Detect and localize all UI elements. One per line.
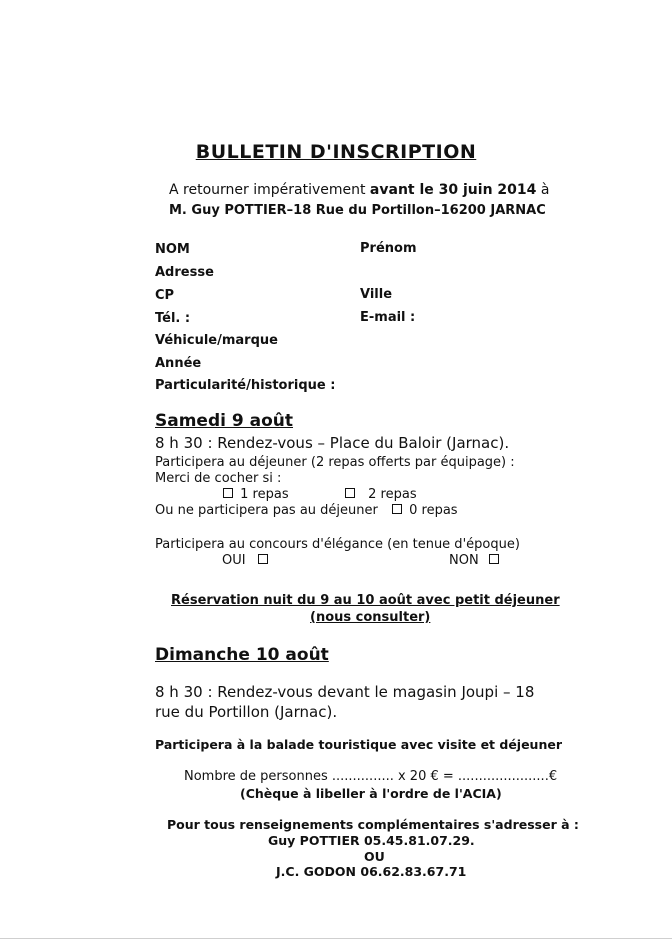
concours-non-option[interactable] bbox=[449, 553, 502, 568]
option-2-repas[interactable] bbox=[342, 487, 417, 502]
field-email-label: E-mail : bbox=[360, 310, 416, 325]
samedi-heading: Samedi 9 août bbox=[155, 411, 294, 431]
dimanche-balade: Participera à la balade touristique avec visite et déjeuner bbox=[155, 737, 563, 752]
field-particularite-label: Particularité/historique : bbox=[155, 378, 336, 393]
return-notice-text: A retourner impérativement bbox=[169, 182, 370, 198]
field-cp-label: CP bbox=[155, 288, 175, 303]
contact-intro: Pour tous renseignements complémentaires s'adresser à : bbox=[167, 817, 579, 832]
field-tel-label: Tél. : bbox=[155, 311, 191, 326]
field-adresse-label: Adresse bbox=[155, 265, 214, 280]
checkbox-0-repas[interactable] bbox=[392, 504, 402, 514]
deadline-date: avant le 30 juin 2014 bbox=[369, 182, 537, 198]
option-2-repas-label: 2 repas bbox=[368, 487, 417, 502]
reservation-notice: Réservation nuit du 9 au 10 août avec petit déjeuner bbox=[171, 593, 560, 608]
return-address: M. Guy POTTIER–18 Rue du Portillon–16200 JARNAC bbox=[169, 203, 546, 218]
cheque-note: (Chèque à libeller à l'ordre de l'ACIA) bbox=[240, 786, 502, 801]
field-vehicule-label: Véhicule/marque bbox=[155, 333, 278, 348]
checkbox-2-repas[interactable] bbox=[345, 488, 355, 498]
checkbox-concours-oui[interactable] bbox=[258, 554, 268, 564]
return-notice-line1 bbox=[169, 182, 549, 198]
option-0-repas-label: 0 repas bbox=[409, 503, 458, 518]
field-ville-label: Ville bbox=[360, 287, 393, 302]
concours-non-label: NON bbox=[449, 553, 479, 568]
field-nom-label: NOM bbox=[155, 242, 190, 257]
option-1-repas-label: 1 repas bbox=[240, 487, 289, 502]
nombre-personnes: Nombre de personnes ............... x 20 € = ......................€ bbox=[184, 769, 558, 784]
field-prenom-label: Prénom bbox=[360, 241, 417, 256]
contact-ou: OU bbox=[364, 849, 385, 864]
samedi-rdv: 8 h 30 : Rendez-vous – Place du Baloir (Jarnac). bbox=[155, 434, 510, 452]
concours-oui-label: OUI bbox=[222, 553, 246, 568]
samedi-no-lunch bbox=[155, 503, 458, 518]
dimanche-rdv-line2: rue du Portillon (Jarnac). bbox=[155, 703, 338, 721]
concours-oui-option[interactable] bbox=[222, 553, 271, 568]
contact-pottier: Guy POTTIER 05.45.81.07.29. bbox=[268, 833, 475, 848]
reservation-consult: (nous consulter) bbox=[310, 610, 431, 625]
samedi-concours: Participera au concours d'élégance (en tenue d'époque) bbox=[155, 537, 520, 552]
field-annee-label: Année bbox=[155, 356, 202, 371]
option-1-repas[interactable] bbox=[220, 487, 289, 502]
contact-godon: J.C. GODON 06.62.83.67.71 bbox=[276, 864, 467, 879]
no-lunch-label: Ou ne participera pas au déjeuner bbox=[155, 503, 378, 518]
dimanche-rdv-line1: 8 h 30 : Rendez-vous devant le magasin Joupi – 18 bbox=[155, 683, 535, 701]
samedi-cocher: Merci de cocher si : bbox=[155, 471, 282, 486]
samedi-dejeuner: Participera au déjeuner (2 repas offerts par équipage) : bbox=[155, 455, 515, 470]
page-edge-divider bbox=[0, 938, 672, 939]
return-notice-end: à bbox=[536, 182, 550, 198]
checkbox-1-repas[interactable] bbox=[223, 488, 233, 498]
dimanche-heading: Dimanche 10 août bbox=[155, 645, 329, 665]
checkbox-concours-non[interactable] bbox=[489, 554, 499, 564]
page-title: BULLETIN D'INSCRIPTION bbox=[195, 141, 477, 163]
